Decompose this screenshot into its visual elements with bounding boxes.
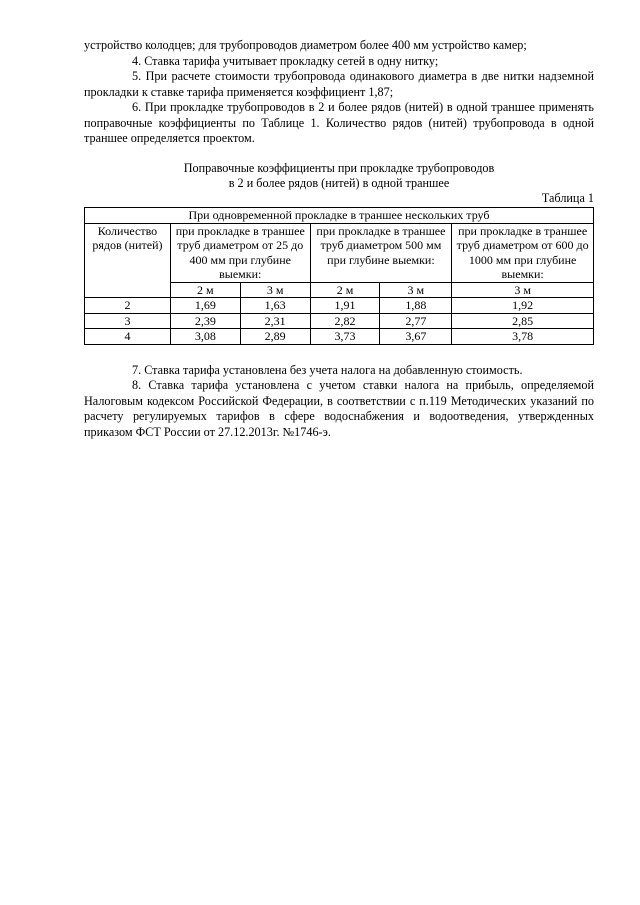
- table-header-main: При одновременной прокладке в траншее нескольких труб: [85, 208, 594, 224]
- table-caption-line-2: в 2 и более рядов (нитей) в одной траншее: [228, 175, 450, 190]
- cell-value: 3,08: [170, 329, 240, 345]
- cell-value: 3,73: [310, 329, 380, 345]
- cell-value: 1,69: [170, 298, 240, 314]
- table-caption: [84, 161, 594, 191]
- table-header-groups: [85, 223, 594, 282]
- cell-value: 1,91: [310, 298, 380, 314]
- document-page: [84, 38, 594, 440]
- paragraph-item-4: 4. Ставка тарифа учитывает прокладку сетей в одну нитку;: [132, 53, 439, 68]
- header-depth-3m: 3 м: [380, 282, 452, 298]
- header-rows-count: Количество рядов (нитей): [85, 223, 171, 298]
- cell-value: 2,77: [380, 313, 452, 329]
- cell-value: 2,82: [310, 313, 380, 329]
- paragraph-item-7: 7. Ставка тарифа установлена без учета налога на добавленную стоимость.: [132, 362, 523, 377]
- table-label: Таблица 1: [541, 190, 594, 205]
- header-depth-2m: 2 м: [310, 282, 380, 298]
- cell-value: 2,85: [452, 313, 594, 329]
- table-caption-line-1: Поправочные коэффициенты при прокладке трубопроводов: [183, 160, 495, 175]
- header-group-25-400: при прокладке в траншее труб диаметром от 25 до 400 мм при глубине выемки:: [170, 223, 310, 282]
- cell-value: 1,63: [240, 298, 310, 314]
- paragraph-item-6: 6. При прокладке трубопроводов в 2 и более рядов (нитей) в одной траншее применять поправочные коэффициенты по Таблице 1. Количество рядов (нитей) трубопровода в одной траншее определяется проектом.: [84, 100, 594, 145]
- table-row: [85, 298, 594, 314]
- cell-value: 2,89: [240, 329, 310, 345]
- cell-value: 3,78: [452, 329, 594, 345]
- header-depth-2m: 2 м: [170, 282, 240, 298]
- coefficients-table: [84, 207, 594, 345]
- header-depth-3m: 3 м: [452, 282, 594, 298]
- table-row: [85, 329, 594, 345]
- table-row: [85, 313, 594, 329]
- cell-value: 3,67: [380, 329, 452, 345]
- cell-value: 1,92: [452, 298, 594, 314]
- table-header-row: [85, 208, 594, 224]
- header-group-600-1000: при прокладке в траншее труб диаметром от 600 до 1000 мм при глубине выемки:: [452, 223, 594, 282]
- paragraph-item-5: 5. При расчете стоимости трубопровода одинакового диаметра в две нитки надземной прокладки к ставке тарифа применяется коэффициент 1,87;: [84, 69, 594, 99]
- cell-rows: 3: [85, 313, 171, 329]
- cell-value: 2,39: [170, 313, 240, 329]
- header-group-500: при прокладке в траншее труб диаметром 500 мм при глубине выемки:: [310, 223, 452, 282]
- header-depth-3m: 3 м: [240, 282, 310, 298]
- cell-value: 2,31: [240, 313, 310, 329]
- cell-rows: 2: [85, 298, 171, 314]
- paragraph-continued: устройство колодцев; для трубопроводов диаметром более 400 мм устройство камер;: [84, 38, 527, 52]
- paragraph-item-8: 8. Ставка тарифа установлена с учетом ставки налога на прибыль, определяемой Налоговым кодексом Российской Федерации, в соответствии с п.119 Методических указаний по расчету регулируемых тарифов в сфере водоснабжения и водоотведения, утвержденных приказом ФСТ России от 27.12.2013г. №1746-э.: [84, 378, 594, 439]
- cell-rows: 4: [85, 329, 171, 345]
- cell-value: 1,88: [380, 298, 452, 314]
